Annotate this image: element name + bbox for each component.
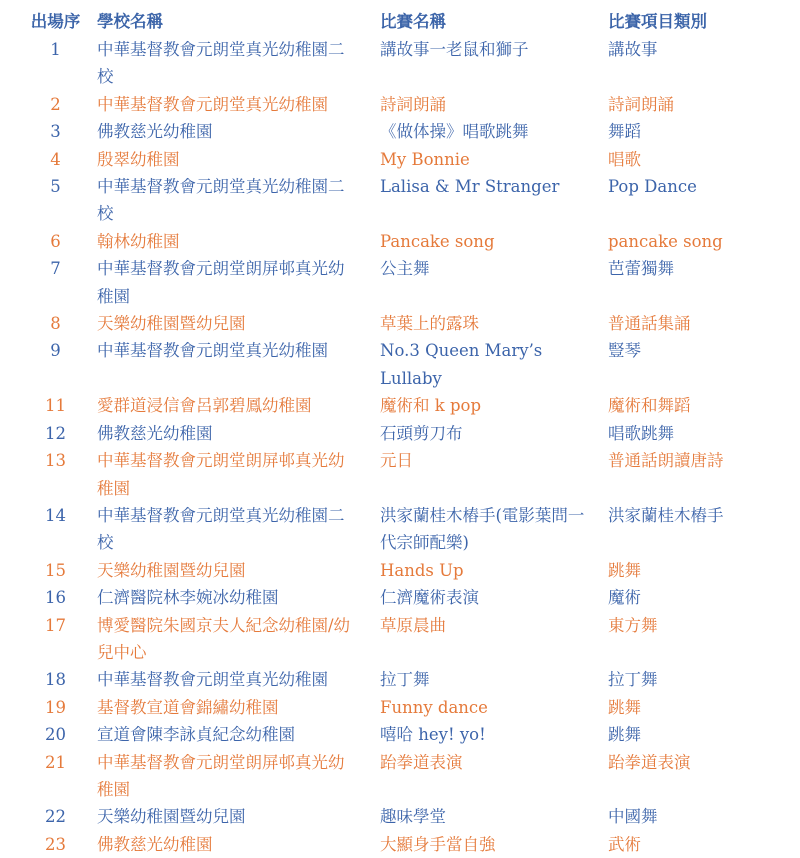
category-cell: 舞蹈 [608, 122, 641, 142]
contest-name-cell: 草葉上的露珠 [380, 314, 479, 334]
category-cell: 芭蕾獨舞 [608, 259, 674, 279]
performance-schedule-table [14, 8, 774, 858]
category-cell: 普通話朗讀唐詩 [608, 451, 724, 471]
header-category: 比賽項目類別 [608, 12, 707, 31]
school-name-cell: 翰林幼稚園 [97, 231, 180, 251]
seq-cell: 16 [45, 588, 66, 608]
seq-cell: 4 [50, 149, 61, 169]
school-name-cell: 中華基督教會元朗堂真光幼稚園二校 [97, 505, 345, 553]
seq-cell: 13 [45, 451, 66, 471]
school-name-cell: 佛教慈光幼稚園 [97, 423, 213, 443]
seq-cell: 8 [50, 314, 61, 334]
category-cell: 跳舞 [608, 697, 641, 717]
school-name-cell: 基督教宣道會錦繡幼稚園 [97, 697, 279, 717]
table-row [14, 584, 774, 611]
table-row [14, 337, 774, 392]
seq-cell: 23 [45, 834, 66, 854]
header-row [14, 8, 774, 36]
contest-name-cell: Pancake song [380, 231, 495, 251]
table-row [14, 146, 774, 173]
table-row [14, 612, 774, 667]
school-name-cell: 中華基督教會元朗堂真光幼稚園 [97, 94, 328, 114]
school-name-cell: 博愛醫院朱國京夫人紀念幼稚園/幼兒中心 [97, 615, 351, 662]
seq-cell: 14 [45, 505, 66, 525]
table-row [14, 749, 774, 804]
contest-name-cell: 詩詞朗誦 [380, 94, 446, 114]
table-row [14, 228, 774, 255]
table-body [14, 36, 774, 858]
seq-cell: 2 [50, 94, 61, 114]
category-cell: 跆拳道表演 [608, 752, 691, 772]
header-contest: 比賽名稱 [380, 12, 446, 31]
category-cell: Pop Dance [608, 177, 697, 197]
category-cell: pancake song [608, 231, 723, 251]
category-cell: 詩詞朗誦 [608, 94, 674, 114]
table-row [14, 831, 774, 858]
school-name-cell: 中華基督教會元朗堂真光幼稚園 [97, 670, 328, 690]
school-name-cell: 中華基督教會元朗堂真光幼稚園二校 [97, 40, 345, 87]
table-row [14, 557, 774, 584]
contest-name-cell: 公主舞 [380, 259, 430, 279]
contest-name-cell: 元日 [380, 451, 413, 471]
category-cell: 普通話集誦 [608, 314, 691, 334]
table-row [14, 502, 774, 557]
table-row [14, 392, 774, 419]
seq-cell: 11 [45, 396, 66, 416]
category-cell: 拉丁舞 [608, 670, 658, 690]
seq-cell: 7 [50, 259, 61, 279]
seq-cell: 3 [50, 122, 61, 142]
school-name-cell: 宣道會陳李詠貞紀念幼稚園 [97, 725, 295, 745]
category-cell: 跳舞 [608, 725, 641, 745]
school-name-cell: 佛教慈光幼稚園 [97, 122, 213, 142]
contest-name-cell: Funny dance [380, 697, 488, 717]
seq-cell: 5 [50, 177, 61, 197]
seq-cell: 12 [45, 423, 66, 443]
table-row [14, 91, 774, 118]
contest-name-cell: 石頭剪刀布 [380, 423, 463, 443]
school-name-cell: 佛教慈光幼稚園 [97, 834, 213, 854]
school-name-cell: 仁濟醫院林李婉冰幼稚園 [97, 588, 279, 608]
table-row [14, 255, 774, 310]
category-cell: 東方舞 [608, 615, 658, 635]
school-name-cell: 天樂幼稚園暨幼兒園 [97, 560, 246, 580]
table-row [14, 694, 774, 721]
contest-name-cell: 跆拳道表演 [380, 752, 463, 772]
contest-name-cell: 拉丁舞 [380, 670, 430, 690]
seq-cell: 15 [45, 560, 66, 580]
school-name-cell: 天樂幼稚園暨幼兒園 [97, 807, 246, 827]
contest-name-cell: 仁濟魔術表演 [380, 588, 479, 608]
seq-cell: 1 [50, 40, 61, 59]
seq-cell: 21 [45, 752, 66, 772]
table-row [14, 447, 774, 502]
table-row [14, 803, 774, 830]
table-row [14, 173, 774, 228]
table-row [14, 118, 774, 145]
seq-cell: 6 [50, 231, 61, 251]
seq-cell: 17 [45, 615, 66, 635]
table-row [14, 721, 774, 748]
contest-name-cell: 講故事一老鼠和獅子 [380, 40, 529, 59]
contest-name-cell: 魔術和 k pop [380, 396, 482, 416]
seq-cell: 22 [45, 807, 66, 827]
school-name-cell: 愛群道浸信會呂郭碧鳳幼稚園 [97, 396, 312, 416]
school-name-cell: 中華基督教會元朗堂朗屏邨真光幼稚園 [97, 752, 345, 799]
category-cell: 豎琴 [608, 341, 641, 361]
contest-name-cell: 大顯身手當自強 [380, 834, 496, 854]
contest-name-cell: 嘻哈 hey! yo! [380, 725, 486, 745]
contest-name-cell: 洪家蘭桂木樁手(電影葉問一代宗師配樂) [380, 505, 585, 553]
header-seq: 出場序 [30, 12, 81, 31]
contest-name-cell: No.3 Queen Mary’s Lullaby [380, 341, 543, 388]
school-name-cell: 天樂幼稚園暨幼兒園 [97, 314, 246, 334]
contest-name-cell: Lalisa & Mr Stranger [380, 177, 560, 197]
category-cell: 武術 [608, 834, 641, 854]
category-cell: 魔術和舞蹈 [608, 396, 691, 416]
school-name-cell: 中華基督教會元朗堂朗屏邨真光幼稚園 [97, 451, 345, 498]
category-cell: 魔術 [608, 588, 641, 608]
category-cell: 洪家蘭桂木樁手 [608, 505, 724, 525]
seq-cell: 9 [50, 341, 61, 361]
table-header [14, 8, 774, 36]
school-name-cell: 中華基督教會元朗堂真光幼稚園 [97, 341, 328, 361]
school-name-cell: 中華基督教會元朗堂真光幼稚園二校 [97, 177, 345, 224]
header-school: 學校名稱 [97, 12, 163, 31]
seq-cell: 18 [45, 670, 66, 690]
contest-name-cell: 《做体操》唱歌跳舞 [380, 122, 529, 142]
category-cell: 唱歌跳舞 [608, 423, 674, 443]
school-name-cell: 中華基督教會元朗堂朗屏邨真光幼稚園 [97, 259, 345, 306]
category-cell: 唱歌 [608, 149, 641, 169]
table-row [14, 420, 774, 447]
contest-name-cell: Hands Up [380, 560, 464, 580]
school-name-cell: 殷翠幼稚園 [97, 149, 180, 169]
seq-cell: 19 [45, 697, 66, 717]
category-cell: 跳舞 [608, 560, 641, 580]
category-cell: 中國舞 [608, 807, 658, 827]
contest-name-cell: 趣味學堂 [380, 807, 446, 827]
contest-name-cell: My Bonnie [380, 149, 470, 169]
table-row [14, 666, 774, 693]
category-cell: 講故事 [608, 40, 658, 59]
table-row [14, 36, 774, 91]
contest-name-cell: 草原晨曲 [380, 615, 446, 635]
table-row [14, 310, 774, 337]
seq-cell: 20 [45, 725, 66, 745]
